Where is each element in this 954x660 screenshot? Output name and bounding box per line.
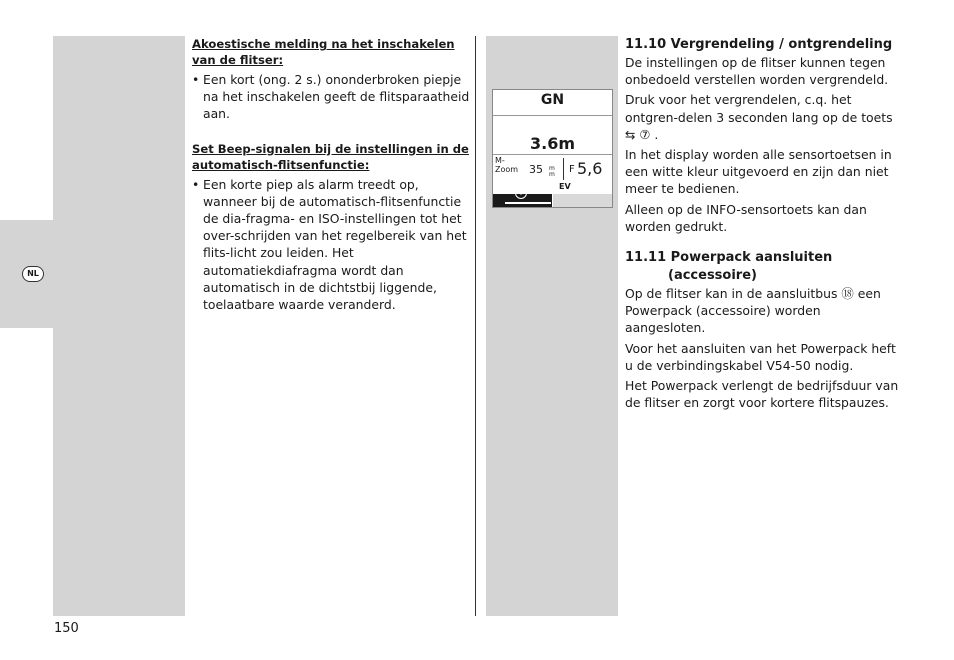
display-ev-label: EV <box>559 182 571 191</box>
zoom-unit-top: m <box>549 165 555 172</box>
bullet-symbol: • <box>192 176 200 192</box>
powerpack-paragraph-1: Op de flitser kan in de aansluitbus ⑱ een Powerpack (accessoire) worden aangesloten. <box>625 286 881 336</box>
display-separator <box>493 115 612 116</box>
display-zoom-unit <box>549 166 555 178</box>
beep-on-text: Een kort (ong. 2 s.) ononderbroken piepje na het inschakelen geeft de flitsparaatheid aan. <box>203 72 470 122</box>
display-vertical-separator <box>563 158 564 180</box>
section-lock-title: 11.10 Vergrendeling / ontgrendeling <box>625 37 893 52</box>
section-powerpack-title: 11.11 Powerpack aansluiten <box>625 250 833 266</box>
column-divider <box>475 36 476 616</box>
lock-paragraph-4: Alleen op de INFO-sensortoets kan dan worden gedrukt. <box>625 201 867 234</box>
section-powerpack-subtitle: (accessoire) <box>668 268 757 284</box>
powerpack-paragraph-3: Het Powerpack verlengt de bedrijfsduur van de flitser en zorgt voor kortere flitspauzes. <box>625 378 899 411</box>
right-text-column <box>625 36 901 411</box>
left-text-column <box>192 36 470 313</box>
display-info-underline <box>505 202 551 204</box>
display-ev-key <box>553 194 612 207</box>
lock-paragraph-1: De instellingen op de flitser kunnen tegen onbedoeld verstellen worden vergrendeld. <box>625 55 889 88</box>
list-item <box>192 176 470 314</box>
lock-paragraph-3: In het display worden alle sensortoetsen in een witte kleur uitgevoerd en zijn dan niet meer te bedienen. <box>625 147 892 197</box>
display-gn-label: GN <box>540 92 565 108</box>
display-separator <box>493 154 612 155</box>
flash-display-illustration <box>492 89 613 208</box>
display-mode-line1: M- <box>495 156 505 165</box>
page-number: 150 <box>54 621 79 636</box>
bullet-symbol: • <box>192 72 200 87</box>
left-margin-band <box>53 36 185 616</box>
beep-on-heading: Akoestische melding na het inschakelen van de flitser: <box>192 37 455 67</box>
display-aperture-value: 5,6 <box>577 159 603 178</box>
lock-paragraph-2: Druk voor het vergrendelen, c.q. het ontgren-delen 3 seconden lang op de toets ⇆ ⑦ . <box>625 92 893 142</box>
display-aperture-label: F <box>569 164 575 175</box>
list-item <box>192 71 470 123</box>
display-mode-line2: Zoom <box>495 165 519 174</box>
zoom-unit-bottom: m <box>549 171 555 178</box>
display-mode <box>495 156 518 174</box>
set-beep-text: Een korte piep als alarm treedt op, wanneer bij de automatisch-flitsenfunctie de dia-fragma- en ISO-instellingen tot het over-schrijden van het regelbereik van het flits-licht zou leiden. Het automatiekdiafragma wordt dan automatisch in de dichtstbij liggende, toelaatbare waarde veranderd. <box>203 176 467 313</box>
display-distance: 3.6m <box>529 134 575 153</box>
set-beep-heading: Set Beep-signalen bij de instellingen in de automatisch-flitsenfunctie: <box>192 141 469 172</box>
display-zoom-value: 35 <box>529 163 543 176</box>
info-icon: i <box>515 187 527 199</box>
language-badge: NL <box>22 266 44 282</box>
powerpack-paragraph-2: Voor het aansluiten van het Powerpack heft u de verbindingskabel V54-50 nodig. <box>625 340 896 373</box>
